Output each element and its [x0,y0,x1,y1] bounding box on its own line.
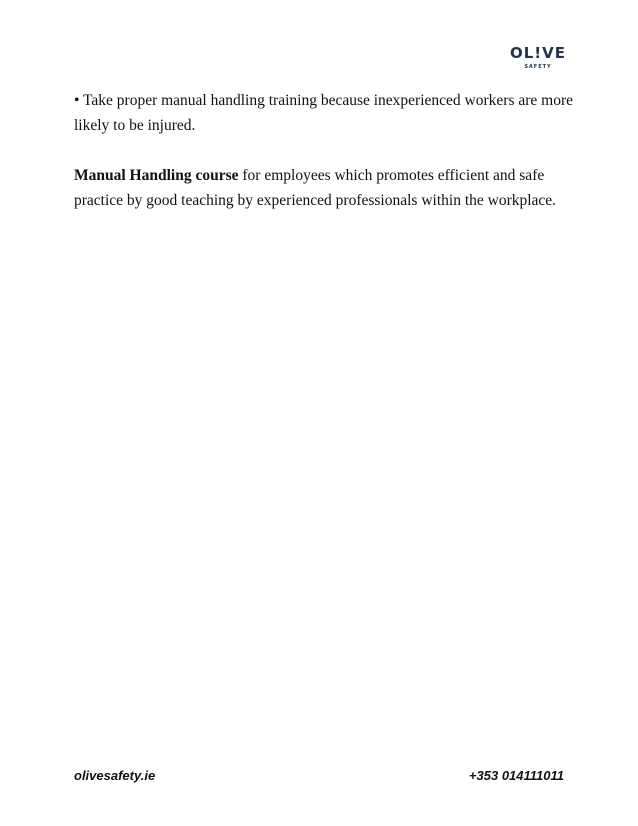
footer-website[interactable]: olivesafety.ie [74,768,156,783]
olive-safety-logo [508,45,568,77]
bullet-paragraph: • Take proper manual handling training because inexperienced workers are more likely to be injured. [74,92,573,134]
logo-tagline: SAFETY [524,64,552,70]
logo-wordmark: OL!VE [509,44,566,62]
course-description: for employees which promotes efficient and safe practice by good teaching by experienced professionals within the workplace. [74,167,557,209]
course-name-bold: Manual Handling course [74,167,239,184]
course-paragraph [74,163,574,213]
footer-phone[interactable]: +353 014111011 [468,768,564,783]
